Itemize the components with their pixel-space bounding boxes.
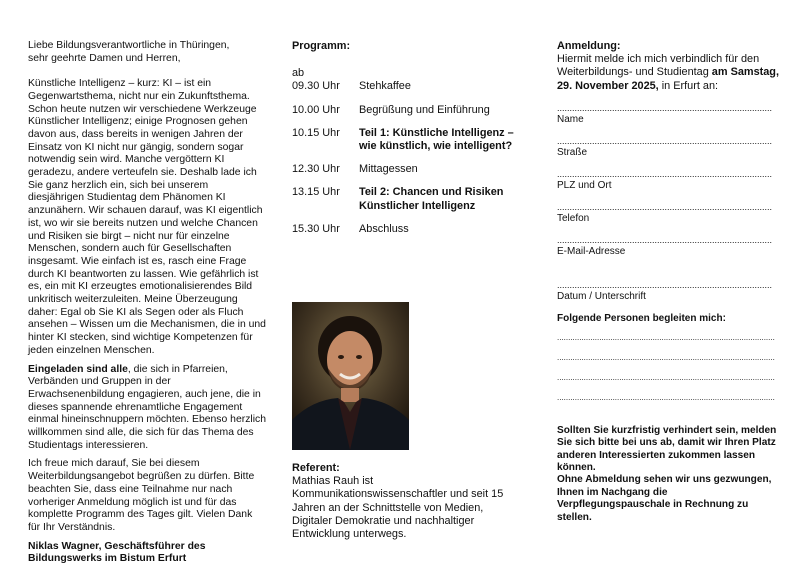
invitation-text: , die sich in Pfarreien, Verbänden und Gruppen in der Erwachsenenbildung engagieren, auch jene, die in dieses spannende ehrenamtliche Engagement einmal hineinschnuppern möchten. Ebenso herzlich willkommen sind alle, die sich für das Thema des Studientags interessieren. — [28, 363, 266, 451]
companion-line-3[interactable]: .................................................................................................. — [557, 372, 775, 382]
program-time: 13.15 Uhr — [292, 186, 340, 199]
program-row — [292, 186, 524, 212]
fill-line: ...................................................................................... — [557, 279, 773, 290]
program-time: 09.30 Uhr — [292, 80, 340, 93]
program-time: 12.30 Uhr — [292, 163, 340, 176]
fill-line: ...................................................................................... — [557, 102, 773, 113]
referent-heading: Referent: — [292, 462, 340, 474]
field-label-phone: Telefon — [557, 212, 590, 224]
letter-paragraph-2 — [28, 364, 266, 453]
program-item: Teil 2: Chancen und Risiken Künstlicher Intelligenz — [359, 186, 504, 212]
letter-paragraph-1: Künstliche Intelligenz – kurz: KI – ist ein Gegenwartsthema, nicht nur ein Zukunftsthema. Schon heute nutzen wir verschiedene Werkzeuge Künstlicher Intelligenz; einige Prognosen gehen davon aus, dass bereits in wenigen Jahren der Einsatz von KI nicht nur gängig, sondern sogar notwendig sein wird. Manche vergöttern KI geradezu, andere verteufeln sie. Deshalb lade ich Sie ganz herzlich ein, sich bei unserem diesjährigen Studientag dem Phänomen KI anzunähern. Wir schauen darauf, was KI eigentlich ist, wo wir sie bereits nutzen und welche Chancen und Risiken sie birgt – nicht nur für einzelne Menschen, sondern auch für Gesellschaften insgesamt. Wie einfach ist es, rasch eine Frage durch KI beantworten zu lassen. Wie gefährlich ist es, ein mit KI erzeugtes emotionalisierendes Bild unkritisch weiterzuleiten. Meine Überzeugung daher: Egal ob Sie KI als Segen oder als Fluch ansehen – Wissen um die Mechanismen, die in und hinter KI stecken, sind wichtige Kompetenzen für jeden einzelnen Menschen. — [28, 78, 266, 356]
invitation-letter — [28, 40, 266, 566]
program-ab-label: ab — [292, 67, 305, 80]
email-field[interactable] — [557, 235, 779, 258]
companion-line-1[interactable]: .................................................................................................. — [557, 332, 775, 342]
program-time: 10.00 Uhr — [292, 103, 340, 116]
companions-heading: Folgende Personen begleiten mich: — [557, 312, 726, 324]
program-item: Teil 1: Künstliche Intelligenz – wie künstlich, wie intelligent? — [359, 126, 514, 153]
referent-section — [292, 462, 524, 541]
phone-field[interactable] — [557, 202, 779, 225]
registration-intro: Hiermit melde ich mich verbindlich für den Weiterbildungs- und Studientag am Samstag, 29. November 2025, in Erfurt an: — [557, 53, 779, 92]
companion-line-4[interactable]: .................................................................................................. — [557, 392, 775, 402]
cancellation-notice: Sollten Sie kurzfristig verhindert sein, melden Sie sich bitte bei uns ab, damit wir Ihren Platz anderen Interessierten zukommen lassen können. — [557, 424, 777, 474]
program-time: 10.15 Uhr — [292, 126, 340, 139]
referent-text: Mathias Rauh ist Kommunikationswissenschaftler und seit 15 Jahren an der Schnittstelle von Medien, Digitaler Demokratie und nachhaltiger Entwicklung unterwegs. — [292, 475, 504, 541]
greeting-line-1: Liebe Bildungsverantwortliche in Thüringen, — [28, 40, 230, 51]
program-item: Begrüßung und Einführung — [359, 103, 490, 116]
invitation-emphasis: Eingeladen sind alle — [28, 363, 128, 375]
program-title: Programm: — [292, 40, 351, 52]
street-field[interactable] — [557, 136, 779, 159]
signature: Niklas Wagner, Geschäftsführer des Bildungswerks im Bistum Erfurt — [28, 540, 206, 565]
program-time: 15.30 Uhr — [292, 222, 340, 235]
field-label-date-signature: Datum / Unterschrift — [557, 290, 646, 302]
zip-city-field[interactable] — [557, 169, 779, 192]
program-row — [292, 104, 524, 117]
program-row — [292, 127, 524, 153]
fill-line: ...................................................................................... — [557, 168, 773, 179]
program-row — [292, 80, 524, 93]
fill-line: ...................................................................................... — [557, 201, 773, 212]
date-signature-field[interactable] — [557, 280, 779, 303]
field-label-zip-city: PLZ und Ort — [557, 179, 612, 191]
speaker-photo — [292, 302, 409, 450]
program-item: Abschluss — [359, 222, 409, 235]
fill-line: ...................................................................................... — [557, 135, 773, 146]
field-label-street: Straße — [557, 146, 588, 158]
program-item: Mittagessen — [359, 163, 418, 176]
letter-paragraph-3: Ich freue mich darauf, Sie bei diesem Weiterbildungsangebot begrüßen zu dürfen. Bitte beachten Sie, dass eine Teilnahme nur nach vorheriger Anmeldung möglich ist und für das komplette Programm des Tages gilt. Vielen Dank für Ihr Verständnis. — [28, 458, 255, 533]
registration-form — [557, 40, 779, 524]
name-field[interactable] — [557, 103, 779, 126]
program-row — [292, 163, 524, 176]
fill-line: ...................................................................................... — [557, 234, 773, 245]
companion-line-2[interactable]: .................................................................................................. — [557, 352, 775, 362]
field-label-email: E-Mail-Adresse — [557, 245, 626, 257]
registration-title: Anmeldung: — [557, 40, 621, 52]
fee-notice: Ohne Abmeldung sehen wir uns gezwungen, Ihnen im Nachgang die Verpflegungspauschale in Rechnung zu stellen. — [557, 474, 772, 523]
program-item: Stehkaffee — [359, 80, 411, 93]
field-label-name: Name — [557, 113, 584, 125]
program-row — [292, 223, 524, 236]
program-section — [292, 40, 524, 246]
greeting-line-2: sehr geehrte Damen und Herren, — [28, 52, 181, 64]
